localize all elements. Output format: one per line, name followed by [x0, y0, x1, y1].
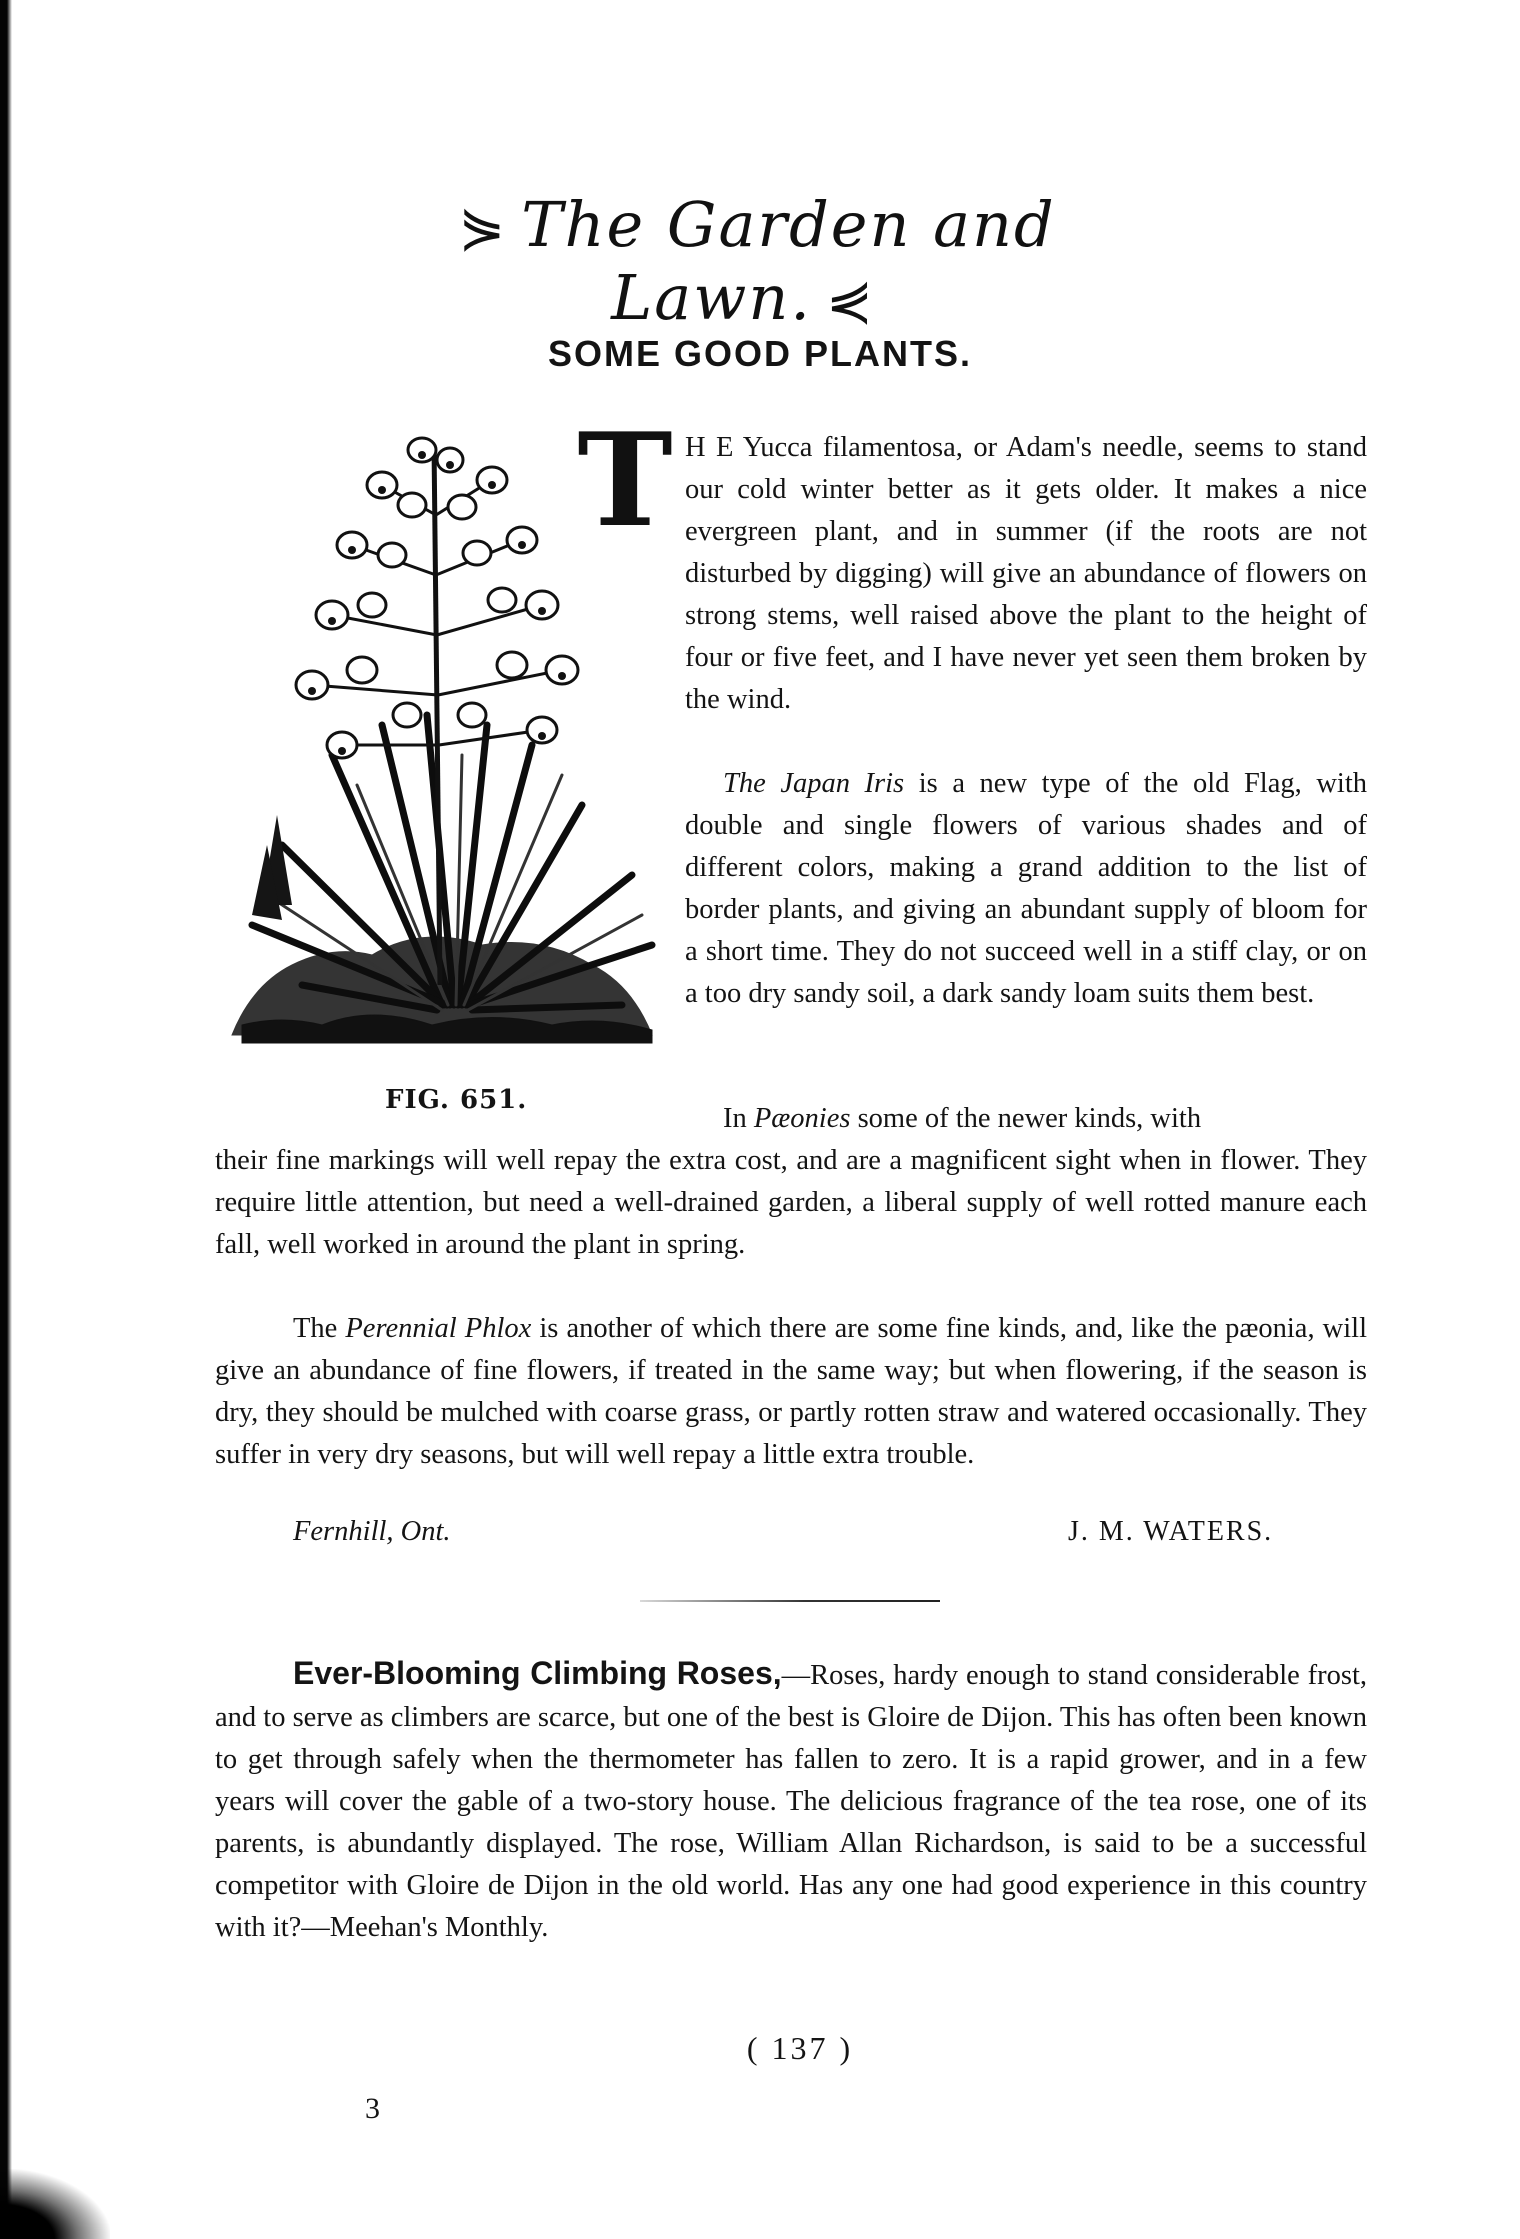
japan-iris-text: is a new type of the old Flag, with double and single flowers of various shades and of different colors, making a grand addition to the list of border plants, and giving an abundant supply of bloom for a short time. They do not succeed well in a stiff clay, or on a too dry sandy soil, a dark sandy loam suits them best.: [685, 768, 1367, 1009]
signature-place: Fernhill, Ont.: [293, 1516, 451, 1547]
paragraph-yucca: H E Yucca filamentosa, or Adam's needle, seems to stand our cold winter better as it gets older. It makes a nice evergreen plant, and in summer (if the roots are not disturbed by digging) will give an abundance of flowers on strong stems, well raised above the plant to the height of four or five feet, and I have never yet seen them broken by the wind.: [685, 432, 1367, 715]
signature-mark: 3: [365, 2092, 380, 2125]
phlox-text: is another of which there are some fine kinds, and, like the pæonia, will give an abundance of fine flowers, if treated in the same way; but when flowering, if the season is dry, they should be mulched with coarse grass, or partly rotten straw and watered occasionally. They suffer in very dry seasons, but will well repay a little extra trouble.: [215, 1313, 1367, 1470]
roses-text: —Roses, hardy enough to stand considerable frost, and to serve as climbers are scarce, but one of the best is Gloire de Dijon. This has often been known to get through safely when the thermometer has fallen to zero. It is a rapid grower, and in a few years will cover the gable of a two-story house. The delicious fragrance of the tea rose, one of its parents, is abundantly displayed. The rose, William Allan Richardson, is said to be a successful competitor with Gloire de Dijon in the old world. Has any one had good experience in this country with it?—Meehan's Monthly.: [215, 1660, 1368, 1943]
header-title: The Garden and Lawn.: [521, 188, 1056, 334]
section-header: [300, 188, 1200, 334]
roses-heading: Ever-Blooming Climbing Roses,: [293, 1655, 782, 1691]
paeonies-name: Pæonies: [753, 1103, 851, 1134]
paragraph-phlox: [215, 1308, 1367, 1476]
paeonies-line1: some of the newer kinds, with: [850, 1103, 1202, 1134]
page-number: ( 137 ): [746, 2030, 854, 2066]
header-ornament-right: ⋞: [825, 268, 875, 333]
drop-cap-letter: T: [577, 406, 673, 556]
paragraph-paeonies-rest: their fine markings will well repay the extra cost, and are a magnificent sight when in flower. They require little attention, but need a well-drained garden, a liberal supply of well rotted manure each fall, well worked in around the plant in spring.: [215, 1145, 1367, 1260]
japan-iris-name: The Japan Iris: [723, 768, 905, 799]
paragraph-paeonies-first-line: [685, 1098, 1367, 1140]
phlox-name: Perennial Phlox: [345, 1313, 532, 1344]
signature-name: J. M. WATERS.: [1068, 1516, 1274, 1547]
scan-corner-shadow: [0, 2169, 110, 2239]
phlox-lead: The: [293, 1313, 346, 1344]
figure-caption: FIG. 651.: [385, 1085, 528, 1115]
section-divider: [640, 1600, 940, 1602]
paeonies-lead: In: [723, 1103, 754, 1134]
paragraph-japan-iris: [685, 763, 1367, 1015]
paragraph-climbing-roses: [215, 1652, 1367, 1949]
article-title: SOME GOOD PLANTS.: [547, 333, 973, 374]
drop-cap: [575, 406, 675, 556]
header-ornament-left: ⋟: [458, 195, 508, 260]
page-spine-edge: [0, 0, 12, 2239]
